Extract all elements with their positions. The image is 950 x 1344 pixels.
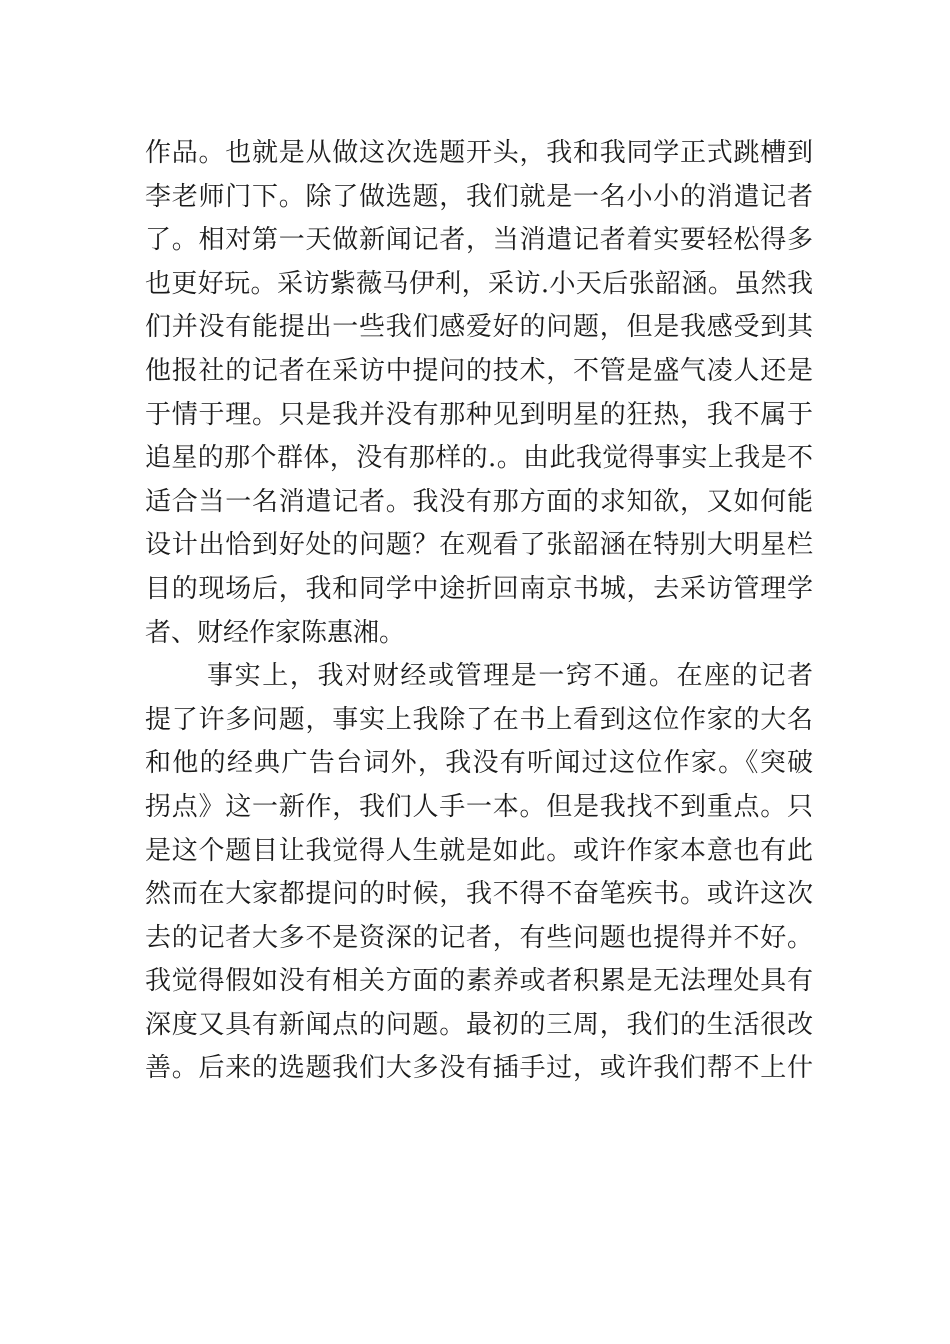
body-text bbox=[145, 132, 813, 1091]
text-line: 深度又具有新闻点的问题。最初的三周，我们的生活很改 bbox=[145, 1009, 813, 1040]
paragraph-end-line: 者、财经作家陈惠湘。 bbox=[145, 617, 406, 648]
text-line: 是这个题目让我觉得人生就是如此。或许作家本意也有此 bbox=[145, 835, 813, 866]
text-line: 设计出恰到好处的问题？在观看了张韶涵在特别大明星栏 bbox=[145, 530, 813, 561]
text-line: 适合当一名消遣记者。我没有那方面的求知欲，又如何能 bbox=[145, 486, 813, 517]
text-line: 们并没有能提出一些我们感爱好的问题，但是我感受到其 bbox=[145, 312, 813, 343]
text-line: 善。后来的选题我们大多没有插手过，或许我们帮不上什 bbox=[145, 1053, 813, 1084]
text-line: 拐点》这一新作，我们人手一本。但是我找不到重点。只 bbox=[145, 791, 813, 822]
text-line: 目的现场后，我和同学中途折回南京书城，去采访管理学 bbox=[145, 573, 813, 604]
text-line: 去的记者大多不是资深的记者，有些问题也提得并不好。 bbox=[145, 922, 813, 953]
text-line: 提了许多问题，事实上我除了在书上看到这位作家的大名 bbox=[145, 704, 813, 735]
text-line: 李老师门下。除了做选题，我们就是一名小小的消遣记者 bbox=[145, 181, 813, 212]
text-line: 于情于理。只是我并没有那种见到明星的狂热，我不属于 bbox=[145, 399, 813, 430]
text-line: 也更好玩。采访紫薇马伊利，采访.小天后张韶涵。虽然我 bbox=[145, 268, 813, 299]
text-line: 了。相对第一天做新闻记者，当消遣记者着实要轻松得多 bbox=[145, 225, 813, 256]
text-line: 追星的那个群体，没有那样的.。由此我觉得事实上我是不 bbox=[145, 443, 813, 474]
text-line: 作品。也就是从做这次选题开头，我和我同学正式跳槽到 bbox=[145, 138, 813, 168]
text-line: 我觉得假如没有相关方面的素养或者积累是无法理处具有 bbox=[145, 966, 813, 997]
paragraph-start-line: 事实上，我对财经或管理是一窍不通。在座的记者 bbox=[207, 661, 813, 692]
text-line: 然而在大家都提问的时候，我不得不奋笔疾书。或许这次 bbox=[145, 879, 813, 910]
text-line: 他报社的记者在采访中提问的技术，不管是盛气凌人还是 bbox=[145, 355, 813, 386]
text-line: 和他的经典广告台词外，我没有听闻过这位作家。《突破 bbox=[145, 748, 813, 779]
